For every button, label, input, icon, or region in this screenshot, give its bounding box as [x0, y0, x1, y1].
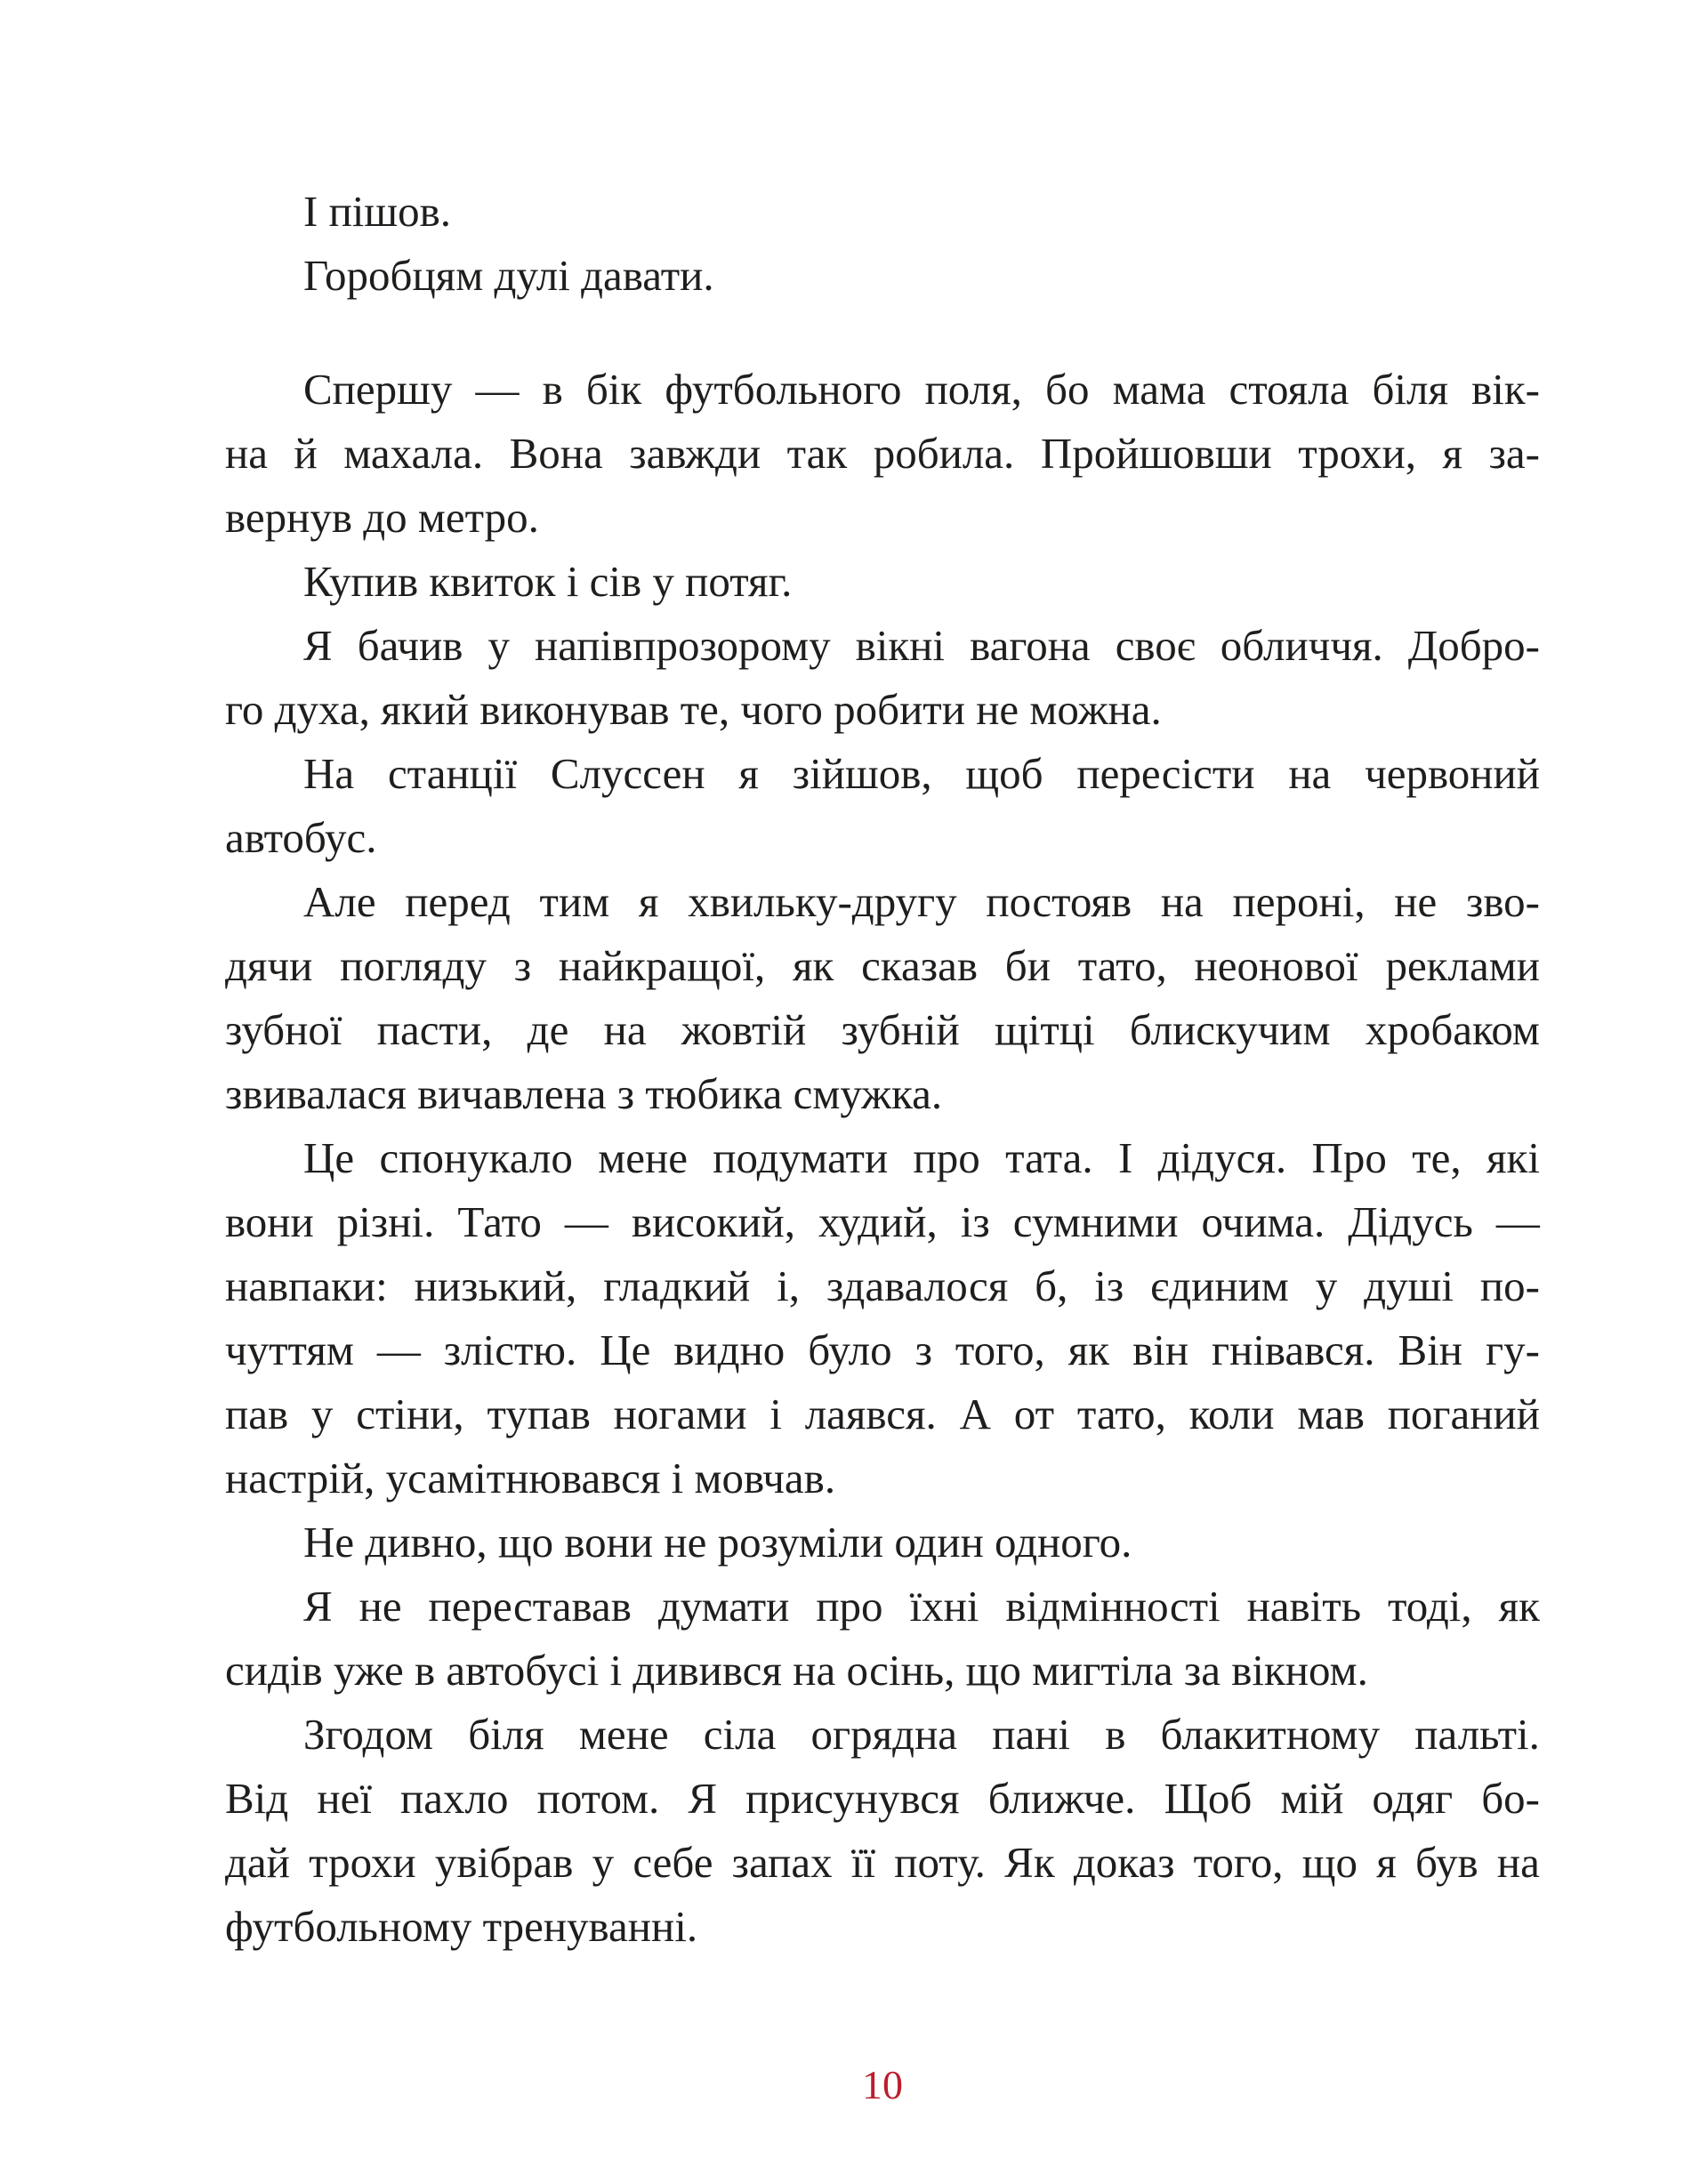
word: навпаки: [225, 1261, 388, 1310]
word: з [513, 941, 532, 990]
word: пальті. [1414, 1710, 1540, 1759]
word: Спершу [303, 365, 453, 414]
text-line [225, 1318, 1540, 1382]
paragraph [225, 1703, 1540, 1959]
word: єдиним [1150, 1261, 1289, 1310]
word: неонової [1194, 941, 1358, 990]
word: Вона [509, 429, 603, 478]
word: її [850, 1838, 876, 1887]
word: різні. [336, 1197, 435, 1246]
word: і, [777, 1261, 801, 1310]
word: в [1105, 1710, 1126, 1759]
text-line: звивалася вичавлена з тюбика смужка. [225, 1069, 943, 1118]
word: я [738, 749, 759, 798]
word: хробаком [1365, 1005, 1540, 1054]
word: відмінності [1005, 1582, 1221, 1631]
word: душі [1364, 1261, 1454, 1310]
word: І [1117, 1133, 1133, 1182]
word: у [592, 1838, 615, 1887]
word: поганий [1387, 1390, 1540, 1438]
word: пахло [400, 1774, 509, 1823]
word: на [225, 429, 268, 478]
word: я [1376, 1838, 1397, 1887]
word: із [960, 1197, 990, 1246]
word: на [1288, 749, 1332, 798]
word: Я [688, 1774, 718, 1823]
page-number: 10 [862, 2062, 903, 2107]
word: зубної [225, 1005, 342, 1054]
text-block [225, 180, 1540, 1959]
word: — [475, 365, 520, 414]
word: Від [225, 1774, 289, 1823]
word: стояла [1229, 365, 1349, 414]
text-line [225, 1831, 1540, 1895]
word: бо [1045, 365, 1090, 414]
word: вікні [855, 621, 946, 670]
word: як [1068, 1325, 1110, 1374]
text-line [225, 998, 1540, 1062]
word: стіни, [356, 1390, 464, 1438]
word: мій [1280, 1774, 1344, 1823]
word: обличчя. [1220, 621, 1383, 670]
word: поту. [894, 1838, 986, 1887]
word: видно [673, 1325, 786, 1374]
word: у [310, 1390, 334, 1438]
word: хвильку-другу [688, 877, 957, 926]
text-line: го духа, який виконував те, чого робити не можна. [225, 685, 1162, 734]
word: він [1132, 1325, 1189, 1374]
word: пані [992, 1710, 1071, 1759]
word: махала. [343, 429, 484, 478]
word: вони [225, 1197, 314, 1246]
word: перед [405, 877, 511, 926]
word: станції [387, 749, 518, 798]
word: навіть [1246, 1582, 1362, 1631]
word: як [793, 941, 834, 990]
word: — [1495, 1197, 1540, 1246]
word: пав [225, 1390, 289, 1438]
word: тато, [1077, 941, 1167, 990]
paragraph [225, 550, 1540, 614]
word: ногами [613, 1390, 747, 1438]
word: у [1315, 1261, 1338, 1310]
word: жовтій [681, 1005, 807, 1054]
word: Це [303, 1133, 355, 1182]
word: Я [303, 621, 333, 670]
word: я [638, 877, 659, 926]
text-line: Не дивно, що вони не розуміли один одного. [303, 1518, 1132, 1567]
word: сіла [703, 1710, 777, 1759]
word: потом. [536, 1774, 660, 1823]
paragraph [225, 614, 1540, 742]
text-line: настрій, усамітнювався і мовчав. [225, 1454, 836, 1502]
word: не [1394, 877, 1438, 926]
word: тата. [1005, 1133, 1093, 1182]
word: трохи, [1298, 429, 1417, 478]
word: футбольного [665, 365, 902, 414]
text-line [225, 934, 1540, 998]
word: вік- [1471, 365, 1540, 414]
text-line: сидів уже в автобусі і дивився на осінь, що мигтіла за вікном. [225, 1646, 1368, 1695]
word: пересісти [1076, 749, 1255, 798]
word: червоний [1365, 749, 1540, 798]
word: у [487, 621, 510, 670]
word: А [959, 1390, 991, 1438]
word: за- [1488, 429, 1540, 478]
word: сумними [1012, 1197, 1179, 1246]
word: блакитному [1160, 1710, 1381, 1759]
word: трохи [309, 1838, 416, 1887]
word: завжди [629, 429, 761, 478]
word: дячи [225, 941, 313, 990]
word: те, [1412, 1133, 1462, 1182]
word: увібрав [434, 1838, 574, 1887]
paragraph [225, 244, 1540, 308]
word: запах [731, 1838, 833, 1887]
word: зво- [1466, 877, 1540, 926]
text-line [225, 742, 1540, 806]
word: що [1301, 1838, 1358, 1887]
word: Згодом [303, 1710, 434, 1759]
text-line [225, 1190, 1540, 1254]
word: себе [632, 1838, 713, 1887]
word: Щоб [1164, 1774, 1253, 1823]
word: Добро- [1407, 621, 1540, 670]
text-line: вернув до метро. [225, 493, 539, 542]
word: про [816, 1582, 883, 1631]
word: Дідусь [1348, 1197, 1473, 1246]
word: не [359, 1582, 402, 1631]
word: здавалося [826, 1261, 1009, 1310]
text-line: Купив квиток і сів у потяг. [303, 557, 793, 606]
word: Я [303, 1582, 333, 1631]
word: поля, [924, 365, 1022, 414]
word: найкращої, [558, 941, 766, 990]
text-line: автобус. [225, 813, 377, 862]
text-line [225, 422, 1540, 486]
word: на [603, 1005, 647, 1054]
word: На [303, 749, 355, 798]
word: присунувся [745, 1774, 960, 1823]
word: Це [600, 1325, 651, 1374]
word: зубній [841, 1005, 960, 1054]
word: з [914, 1325, 932, 1374]
text-line [225, 1703, 1540, 1767]
word: мене [598, 1133, 688, 1182]
word: — [564, 1197, 608, 1246]
word: я [1442, 429, 1463, 478]
word: думати [657, 1582, 790, 1631]
word: в [542, 365, 563, 414]
word: дай [225, 1838, 290, 1887]
word: гнівався. [1212, 1325, 1375, 1374]
paragraph [225, 1126, 1540, 1510]
word: Пройшовши [1040, 429, 1272, 478]
paragraph [225, 870, 1540, 1126]
word: на [1496, 1838, 1540, 1887]
word: які [1486, 1133, 1540, 1182]
word: постояв [986, 877, 1132, 926]
word: своє [1115, 621, 1196, 670]
word: Як [1004, 1838, 1055, 1887]
word: вагона [970, 621, 1091, 670]
text-line [225, 358, 1540, 422]
word: гу- [1486, 1325, 1540, 1374]
word: був [1414, 1838, 1478, 1887]
word: щоб [965, 749, 1043, 798]
word: напівпрозорому [534, 621, 831, 670]
word: ближче. [987, 1774, 1136, 1823]
word: тупав [487, 1390, 591, 1438]
word: неї [317, 1774, 372, 1823]
word: мама [1112, 365, 1206, 414]
word: зійшов, [792, 749, 932, 798]
word: б, [1035, 1261, 1068, 1310]
word: бік [585, 365, 642, 414]
text-line [225, 1767, 1540, 1831]
word: й [294, 429, 318, 478]
word: злістю. [443, 1325, 577, 1374]
paragraph [225, 1510, 1540, 1575]
text-line [225, 1382, 1540, 1446]
word: от [1013, 1390, 1055, 1438]
word: тим [539, 877, 610, 926]
text-line: Горобцям дулі давати. [303, 251, 714, 300]
word: Про [1311, 1133, 1387, 1182]
word: подумати [713, 1133, 889, 1182]
word: бачив [357, 621, 463, 670]
word: і [769, 1390, 782, 1438]
word: погляду [340, 941, 487, 990]
word: спонукало [379, 1133, 573, 1182]
word: переставав [428, 1582, 632, 1631]
word: із [1094, 1261, 1124, 1310]
word: того, [955, 1325, 1045, 1374]
word: так [786, 429, 848, 478]
word: очима. [1201, 1197, 1325, 1246]
word: пасти, [376, 1005, 493, 1054]
word: — [376, 1325, 421, 1374]
paragraph [225, 358, 1540, 550]
text-line [225, 1126, 1540, 1190]
word: Слуссен [550, 749, 705, 798]
word: чуттям [225, 1325, 354, 1374]
word: Тато [457, 1197, 542, 1246]
word: щітці [995, 1005, 1095, 1054]
word: огрядна [810, 1710, 958, 1759]
word: як [1498, 1582, 1540, 1631]
word: Він [1398, 1325, 1463, 1374]
word: худий, [818, 1197, 938, 1246]
word: тоді, [1388, 1582, 1472, 1631]
word: біля [468, 1710, 544, 1759]
paragraph [225, 742, 1540, 870]
word: тато, [1076, 1390, 1166, 1438]
word: пероні, [1232, 877, 1366, 926]
text-line [225, 614, 1540, 678]
word: того, [1193, 1838, 1284, 1887]
paragraph [225, 1575, 1540, 1703]
word: би [1004, 941, 1051, 990]
word: мене [578, 1710, 669, 1759]
text-line [225, 870, 1540, 934]
word: де [527, 1005, 569, 1054]
word: на [1160, 877, 1204, 926]
word: мав [1297, 1390, 1365, 1438]
word: високий, [631, 1197, 796, 1246]
word: Але [303, 877, 376, 926]
paragraph [225, 180, 1540, 244]
word: блискучим [1129, 1005, 1331, 1054]
word: сказав [861, 941, 978, 990]
word: низький, [414, 1261, 577, 1310]
word: одяг [1372, 1774, 1454, 1823]
word: було [808, 1325, 892, 1374]
text-line: футбольному тренуванні. [225, 1902, 698, 1951]
text-line [225, 1575, 1540, 1639]
word: доказ [1073, 1838, 1175, 1887]
word: дідуся. [1157, 1133, 1287, 1182]
word: робила. [873, 429, 1015, 478]
word: бо- [1481, 1774, 1540, 1823]
word: реклами [1385, 941, 1540, 990]
word: біля [1372, 365, 1448, 414]
word: по- [1479, 1261, 1540, 1310]
word: коли [1188, 1390, 1275, 1438]
word: про [913, 1133, 980, 1182]
word: їхні [909, 1582, 979, 1631]
text-line [225, 1254, 1540, 1318]
word: гладкий [603, 1261, 751, 1310]
text-line: І пішов. [303, 187, 452, 236]
word: лаявся. [804, 1390, 937, 1438]
